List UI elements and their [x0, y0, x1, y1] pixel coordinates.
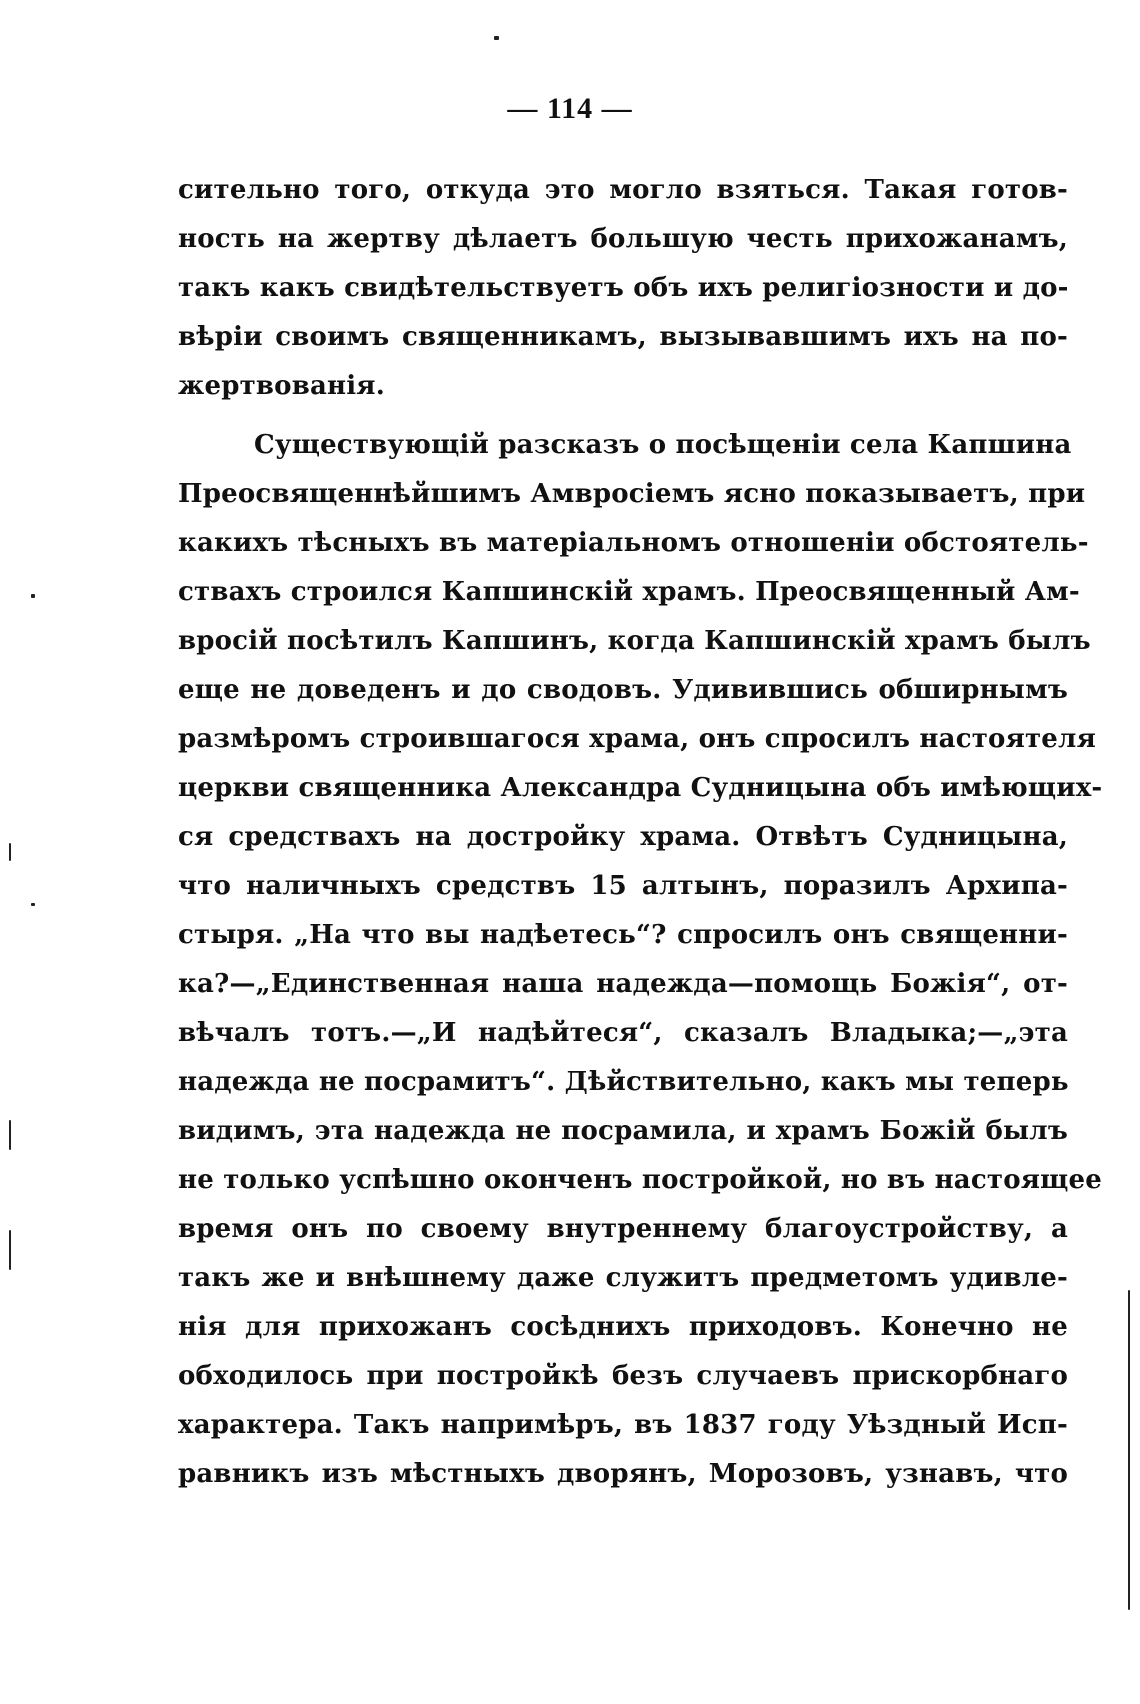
text-line: какихъ тѣсныхъ въ матеріальномъ отношеніи обстоятель-: [178, 528, 1089, 558]
text-line: равникъ изъ мѣстныхъ дворянъ, Морозовъ, узнавъ, что: [178, 1459, 1068, 1489]
text-line: такъ какъ свидѣтельствуетъ объ ихъ религіозности и до-: [178, 273, 1069, 303]
text-line: вѣчалъ тотъ.—„И надѣйтеся“, сказалъ Владыка;—„эта: [178, 1018, 1068, 1048]
paragraph: [178, 421, 1103, 1499]
text-line: характера. Такъ напримѣръ, въ 1837 году Уѣздный Исп-: [178, 1410, 1068, 1440]
ink-speck: [31, 903, 35, 906]
ink-speck: [9, 1230, 11, 1270]
paragraph: [178, 166, 1068, 411]
text-line: обходилось при постройкѣ безъ случаевъ прискорбнаго: [178, 1361, 1068, 1391]
text-line: надежда не посрамитъ“. Дѣйствительно, какъ мы теперь: [178, 1067, 1069, 1097]
ink-speck: [9, 843, 11, 861]
ink-speck: [1128, 1290, 1130, 1610]
text-line: ся средствахъ на достройку храма. Отвѣтъ Судницына,: [178, 822, 1068, 852]
text-line: такъ же и внѣшнему даже служитъ предметомъ удивле-: [178, 1263, 1068, 1293]
text-line: еще не доведенъ и до сводовъ. Удивившись обширнымъ: [178, 675, 1068, 705]
text-line: Преосвященнѣйшимъ Амвросіемъ ясно показываетъ, при: [178, 479, 1086, 509]
body-text: [178, 166, 1103, 1499]
text-line: что наличныхъ средствъ 15 алтынъ, поразилъ Архипа-: [178, 871, 1068, 901]
text-line: ситeльно того, откуда это могло взяться. Такая готов-: [178, 175, 1068, 205]
text-line: время онъ по своему внутреннему благоустройству, а: [178, 1214, 1068, 1244]
text-line: жертвованія.: [178, 371, 385, 401]
text-line: ствахъ строился Капшинскій храмъ. Преосвященный Ам-: [178, 577, 1080, 607]
text-line: не только успѣшно оконченъ постройкой, но въ настоящее: [178, 1165, 1102, 1195]
page-number: — 114 —: [507, 92, 633, 125]
text-line: церкви священника Александра Судницына объ имѣющих-: [178, 773, 1103, 803]
ink-speck: [31, 594, 35, 598]
text-line: ность на жертву дѣлаетъ большую честь прихожанамъ,: [178, 224, 1068, 254]
ink-speck: [9, 1120, 11, 1150]
text-line: нія для прихожанъ сосѣднихъ приходовъ. Конечно не: [178, 1312, 1068, 1342]
text-line: Существующій разсказъ о посѣщеніи села Капшина: [254, 430, 1072, 460]
text-line: вѣріи своимъ священникамъ, вызывавшимъ ихъ на по-: [178, 322, 1068, 352]
ink-speck: [494, 36, 499, 40]
text-line: стыря. „На что вы надѣетесь“? спросилъ онъ священни-: [178, 920, 1068, 950]
text-line: ка?—„Единственная наша надежда—помощь Божія“, от-: [178, 969, 1068, 999]
text-line: вросій посѣтилъ Капшинъ, когда Капшинскій храмъ былъ: [178, 626, 1091, 656]
text-line: видимъ, эта надежда не посрамила, и храмъ Божій былъ: [178, 1116, 1068, 1146]
text-line: размѣромъ строившагося храма, онъ спросилъ настоятеля: [178, 724, 1096, 754]
